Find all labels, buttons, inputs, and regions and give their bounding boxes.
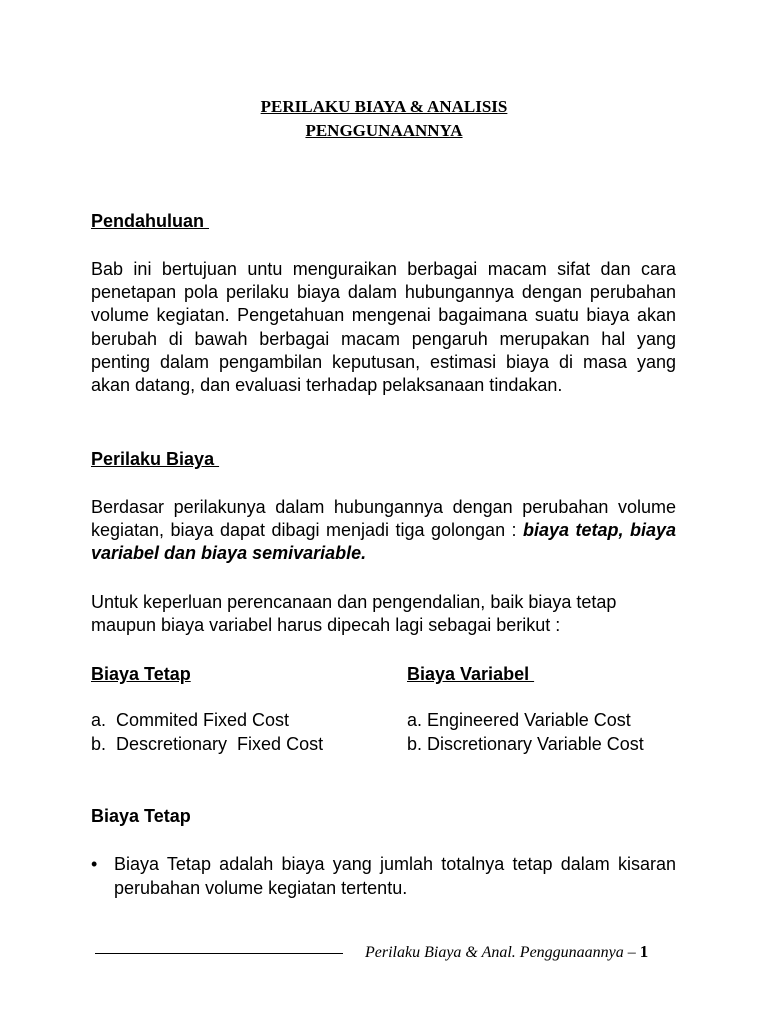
heading-perilaku-biaya: Perilaku Biaya [91, 449, 220, 469]
bullet-dot-icon: • [91, 854, 98, 874]
bullet-item-biaya-tetap [91, 852, 676, 900]
paragraph-perilaku-text: Berdasar perilakunya dalam hubungannya dengan perubahan volume kegiatan, biaya dapat dibagi menjadi tiga golongan : [91, 497, 676, 541]
footer-title: Perilaku Biaya & Anal. Penggunaannya [365, 944, 624, 961]
paragraph-perencanaan: Untuk keperluan perencanaan dan pengendalian, baik biaya tetap maupun biaya variabel harus dipecah lagi sebagai berikut : [91, 592, 617, 636]
cost-types-emphasis: biaya tetap, biaya variabel dan biaya semivariable. [91, 520, 676, 564]
bullet-text: Biaya Tetap adalah biaya yang jumlah totalnya tetap dalam kisaran perubahan volume kegiatan tertentu. [114, 854, 676, 898]
paragraph-pendahuluan: Bab ini bertujuan untu menguraikan berbagai macam sifat dan cara penetapan pola perilaku biaya dalam hubungannya dengan perubahan volume kegiatan. Pengetahuan mengenai bagaimana suatu biaya akan berubah di bawah berbagai macam pengaruh merupakan hal yang penting dalam pengambilan keputusan, estimasi biaya di masa yang akan datang, dan evaluasi terhadap pelaksanaan tindakan. [91, 259, 676, 396]
list-item-variable-b: b. Discretionary Variable Cost [407, 734, 644, 754]
heading-pendahuluan: Pendahuluan [91, 211, 210, 231]
list-item-fixed-b: b. Descretionary Fixed Cost [91, 734, 324, 754]
page-number: 1 [639, 942, 649, 961]
document-title-line-1: PERILAKU BIAYA & ANALISIS [260, 97, 508, 116]
list-item-variable-a: a. Engineered Variable Cost [407, 710, 631, 730]
footer-rule [95, 953, 343, 954]
column-heading-biaya-variabel: Biaya Variabel [407, 664, 535, 684]
heading-biaya-tetap: Biaya Tetap [91, 806, 191, 826]
column-heading-biaya-tetap: Biaya Tetap [91, 664, 191, 684]
list-item-fixed-a: a. Commited Fixed Cost [91, 710, 290, 730]
page-footer [365, 941, 648, 964]
paragraph-perilaku-biaya [91, 496, 676, 566]
document-title-line-2: PENGGUNAANNYA [305, 121, 463, 140]
footer-separator: – [623, 944, 640, 961]
